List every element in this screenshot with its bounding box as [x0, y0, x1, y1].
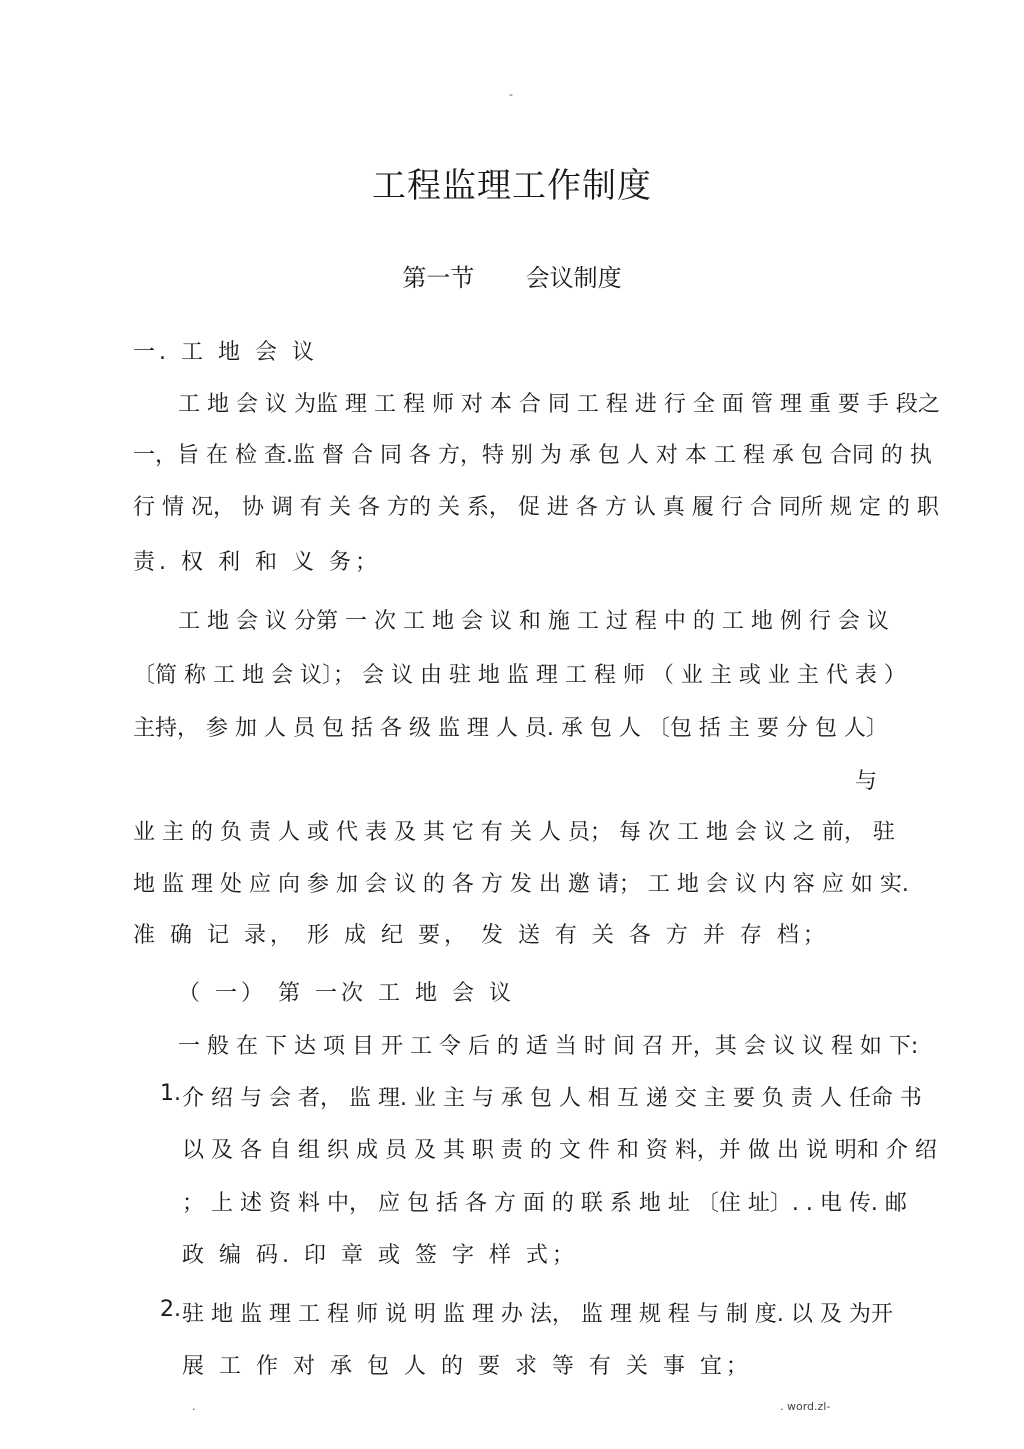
item1-line1: 介 绍 与 会 者， 监 理. 业 主 与 承 包 人 相 互 递 交 主 要 负 责 人 任命 书 [182, 1086, 922, 1111]
sub-heading-first-meeting: （ 一） 第 一次 工 地 会 议 [178, 981, 515, 1006]
footer-watermark: . word.zl- [780, 1400, 831, 1413]
section-heading [0, 258, 1024, 293]
header-mark: - [509, 88, 513, 101]
para1-line1: 工 地 会 议 为监 理 工 程 师 对 本 合 同 工 程 进 行 全 面 管 理 重 要 手 段之 [178, 392, 940, 417]
para1-line3: 行 情 况， 协 调 有 关 各 方的 关 系， 促 进 各 方 认 真 履 行 合 同所 规 定 的 职 [133, 495, 939, 520]
item2-line2: 展 工 作 对 承 包 人 的 要 求 等 有 关 事 宜； [182, 1354, 752, 1379]
para2-line5: 业 主 的 负 责 人 或 代 表 及 其 它 有 关 人 员； 每 次 工 地 会 议 之 前， 驻 [133, 820, 895, 845]
para2-line6: 地 监 理 处 应 向 参 加 会 议 的 各 方 发 出 邀 请； 工 地 会 议 内 容 应 如 实. [133, 872, 909, 897]
section-name: 会议制度 [525, 264, 622, 292]
item2-line1: 驻 地 监 理 工 程 师 说 明 监 理 办 法， 监 理 规 程 与 制 度. 以 及 为开 [182, 1302, 893, 1327]
footer-left-mark: . [192, 1400, 196, 1413]
para2-line4: 与 [855, 769, 882, 794]
item1-line2: 以 及 各 自 组 织 成 员 及 其 职 责 的 文 件 和 资 料，并 做 出 说 明和 介 绍 [182, 1138, 937, 1163]
item2-number: 2. [160, 1297, 181, 1322]
para1-line4: 责. 权 利 和 义 务； [133, 550, 381, 575]
item1-line3: ； 上 述 资 料 中， 应 包 括 各 方 面 的 联 系 地 址 〔住 址〕. . 电 传. 邮 [182, 1191, 907, 1216]
item1-line4: 政 编 码. 印 章 或 签 字 样 式； [182, 1243, 578, 1268]
document-title: 工程监理工作制度 [372, 166, 652, 206]
section-number: 第一节 [402, 264, 475, 292]
heading-site-meeting: 一. 工 地 会 议 [133, 340, 318, 365]
para2-line2: 〔简 称 工 地 会 议〕； 会 议 由 驻 地 监 理 工 程 师 （ 业 主 或 业 主 代 表 ） [133, 663, 906, 688]
item1-number: 1. [160, 1081, 181, 1106]
para2-line3: 主持， 参 加 人 员 包 括 各 级 监 理 人 员. 承 包 人 〔包 括 主 要 分 包 人〕 [133, 716, 888, 741]
para1-line2: 一，旨 在 检 查.监 督 合 同 各 方，特 别 为 承 包 人 对 本 工 程 承 包 合同 的 执 [133, 443, 932, 468]
sub-intro: 一 般 在 下 达 项 目 开 工 令 后 的 适 当 时 间 召 开，其 会 议 议 程 如 下: [178, 1034, 919, 1059]
para2-line7: 准 确 记 录， 形 成 纪 要， 发 送 有 关 各 方 并 存 档； [133, 923, 829, 948]
para2-line1: 工 地 会 议 分第 一 次 工 地 会 议 和 施 工 过 程 中 的 工 地 例 行 会 议 [178, 609, 889, 634]
